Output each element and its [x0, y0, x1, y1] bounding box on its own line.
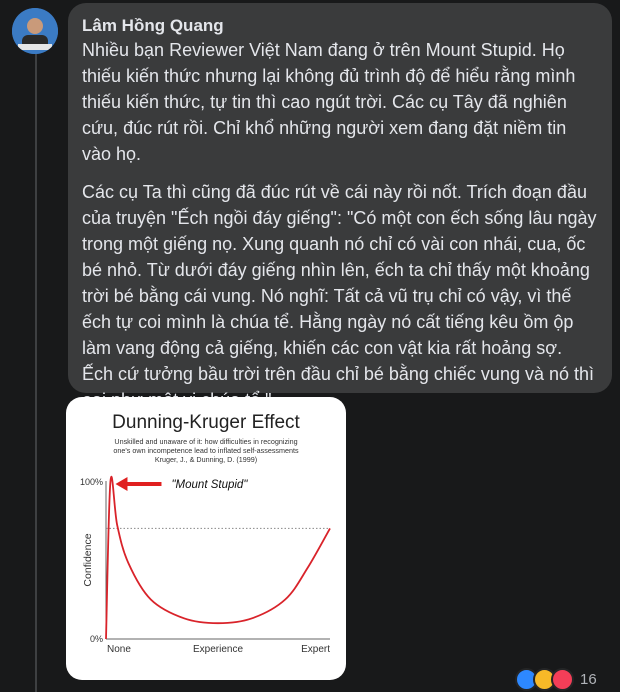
confidence-curve [106, 477, 330, 639]
y-axis-label: Confidence [82, 533, 94, 587]
thread-line [35, 52, 37, 692]
comment-paragraph-1: Nhiều bạn Reviewer Việt Nam đang ở trên Mount Stupid. Họ thiếu kiến thức nhưng lại không đủ trình độ để hiểu rằng mình thiếu kiến thức, tự tin thì cao ngút trời. Các cụ Tây đã nghiên cứu, đúc rút rồi. Chỉ khổ những người xem đang đặt niềm tin vào họ. [82, 40, 581, 164]
attached-image[interactable] [66, 397, 346, 680]
chart-axes [80, 477, 330, 655]
chart-citation: Kruger, J., & Dunning, D. (1999) [154, 455, 258, 464]
avatar[interactable] [12, 8, 58, 54]
chart-subtitle-line-1: Unskilled and unaware of it: how difficulties in recognizing [114, 437, 298, 446]
comment-bubble [68, 3, 612, 393]
mount-stupid-label: "Mount Stupid" [171, 479, 248, 491]
love-icon [551, 668, 574, 691]
x-tick-label: Experience [192, 644, 244, 655]
chart-title: Dunning-Kruger Effect [112, 412, 300, 433]
mount-stupid-arrowhead [115, 477, 127, 491]
y-tick-label: 0% [89, 634, 103, 644]
chart-marks [106, 477, 330, 639]
x-tick-label: None [107, 644, 131, 655]
comment-author[interactable]: Lâm Hồng Quang [82, 16, 224, 35]
avatar-image [12, 8, 58, 54]
y-tick-label: 100% [79, 477, 103, 487]
reaction-count: 16 [580, 670, 597, 688]
x-tick-label: Expert [301, 644, 330, 655]
dunning-kruger-chart [66, 397, 346, 680]
chart-subtitle-line-2: one's own incompetence lead to inflated self-assessments [113, 446, 299, 455]
comment-paragraph-2: Các cụ Ta thì cũng đã đúc rút về cái này rồi nốt. Trích đoạn đầu của truyện "Ếch ngồi đáy giếng": "Có một con ếch sống lâu ngày trong một giếng nọ. Xung quanh nó chỉ có vài con nhái, cua, ốc bé nhỏ. Từ dưới đáy giếng nhìn lên, ếch ta chỉ thấy một khoảng trời bé bằng cái vung. Nó nghĩ: Tất cả vũ trụ chỉ có vậy, vì thế ếch tự coi mình là chúa tể. Hằng ngày nó cất tiếng kêu ồm ộp làm vang động cả giếng, khiến các con vật kia rất hoảng sợ. Ếch cứ tưởng bầu trời trên đầu chỉ bé bằng chiếc vung và nó thì [82, 182, 597, 384]
